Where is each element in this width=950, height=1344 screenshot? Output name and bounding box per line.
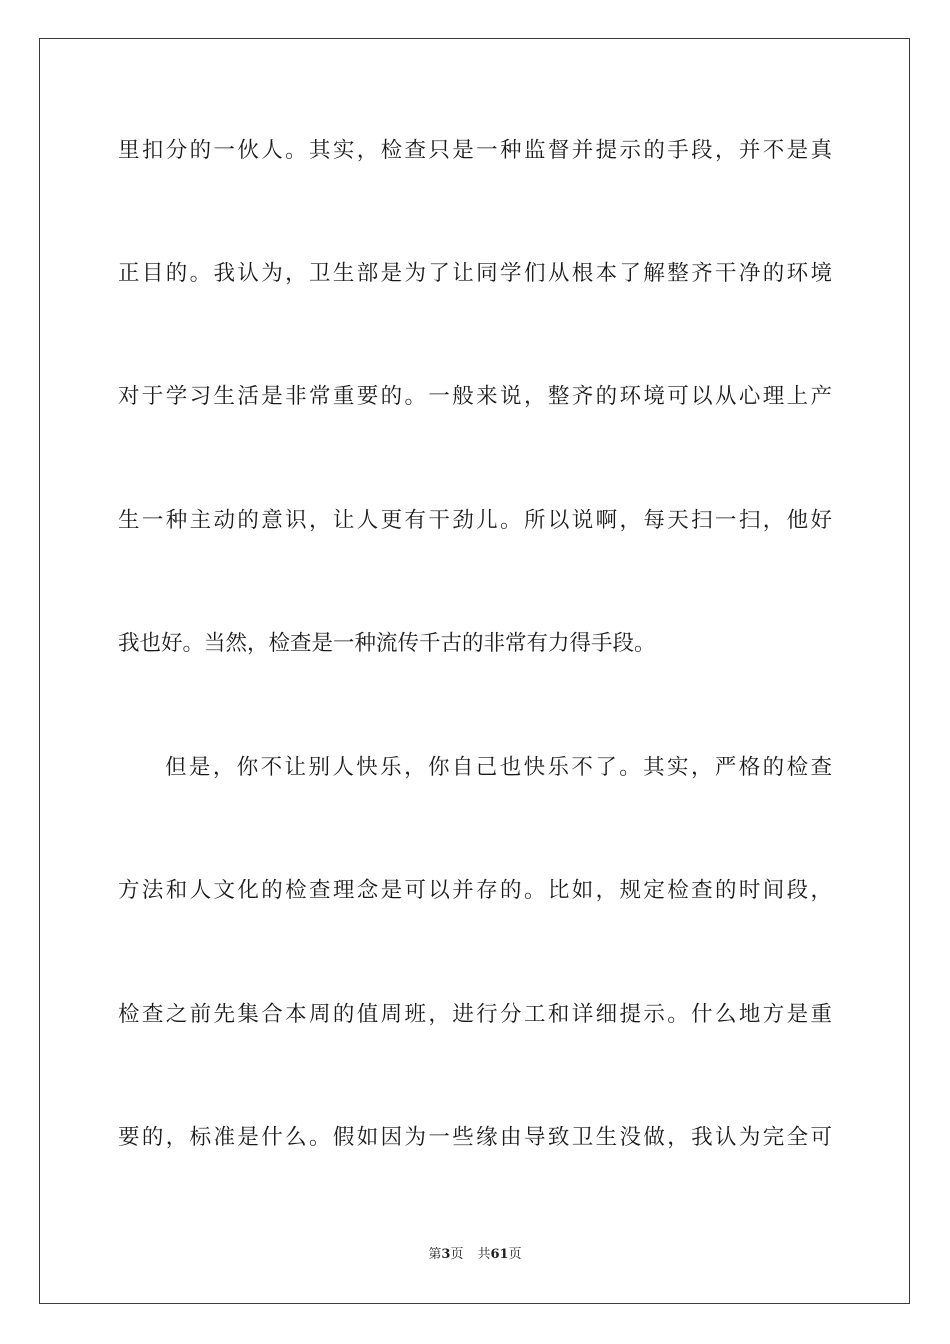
text-line-7: 方法和人文化的检查理念是可以并存的。比如，规定检查的时间段， — [118, 878, 832, 903]
text-line-5: 我也好。当然，检查是一种流传千古的非常有力得手段。 — [118, 631, 656, 656]
text-line-9: 要的，标准是什么。假如因为一些缘由导致卫生没做，我认为完全可 — [118, 1125, 832, 1150]
page-suffix: 页 — [450, 1247, 464, 1262]
text-line-3: 对于学习生活是非常重要的。一般来说，整齐的环境可以从心理上产 — [118, 384, 832, 409]
text-line-2: 正目的。我认为，卫生部是为了让同学们从根本了解整齐干净的环境 — [118, 261, 832, 286]
total-pages: 61 — [490, 1247, 509, 1262]
total-suffix: 页 — [508, 1247, 522, 1262]
text-line-6: 但是，你不让别人快乐，你自己也快乐不了。其实，严格的检查 — [165, 755, 832, 780]
text-line-4: 生一种主动的意识，让人更有干劲儿。所以说啊，每天扫一扫，他好 — [118, 508, 832, 533]
page-footer — [0, 1246, 950, 1264]
text-line-8: 检查之前先集合本周的值周班，进行分工和详细提示。什么地方是重 — [118, 1002, 832, 1027]
text-line-1: 里扣分的一伙人。其实，检查只是一种监督并提示的手段，并不是真 — [118, 138, 832, 163]
total-prefix: 共 — [477, 1247, 491, 1262]
page-border — [39, 38, 910, 1304]
page-prefix: 第 — [428, 1247, 442, 1262]
page-number: 3 — [441, 1247, 451, 1262]
